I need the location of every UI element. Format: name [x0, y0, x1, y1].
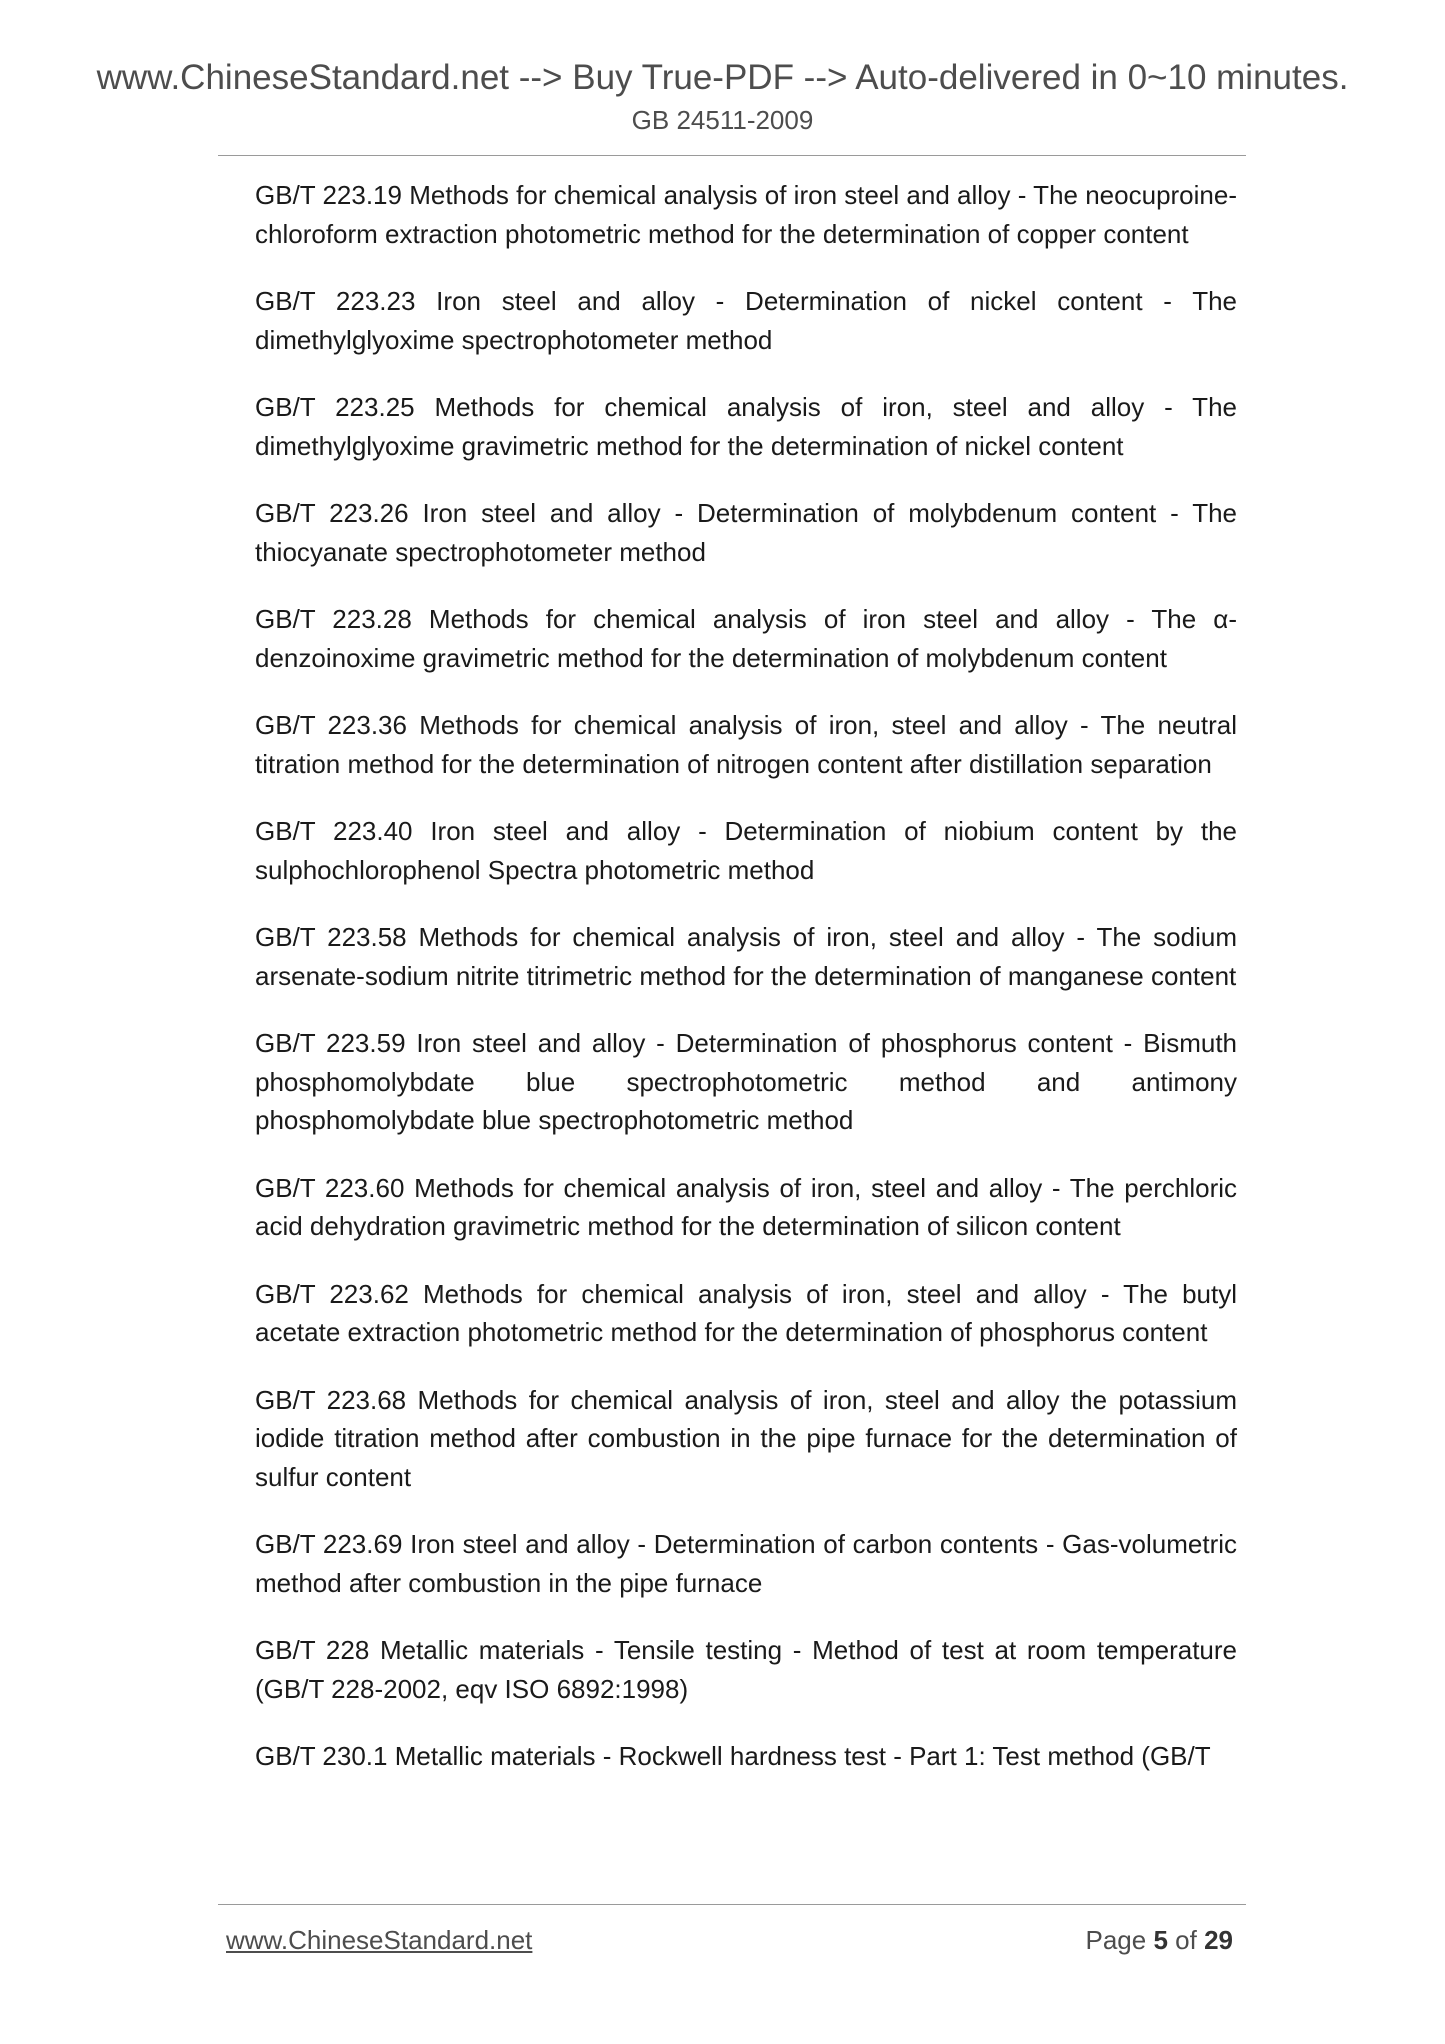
header-banner: www.ChineseStandard.net --> Buy True-PDF --> Auto-delivered in 0~10 minutes. — [96, 58, 1349, 97]
reference-item: GB/T 223.26 Iron steel and alloy - Determination of molybdenum content - The thiocyanate spectrophotometer method — [255, 498, 1237, 567]
page-of: of — [1175, 1925, 1197, 1955]
reference-item: GB/T 223.28 Methods for chemical analysis of iron steel and alloy - The α-denzoinoxime gravimetric method for the determination of molybdenum content — [255, 604, 1237, 673]
reference-item: GB/T 223.68 Methods for chemical analysis of iron, steel and alloy the potassium iodide titration method after combustion in the pipe furnace for the determination of sulfur content — [255, 1384, 1237, 1492]
header-divider — [218, 155, 1246, 156]
reference-item: GB/T 228 Metallic materials - Tensile testing - Method of test at room temperature (GB/T 228-2002, eqv ISO 6892:1998) — [255, 1635, 1237, 1704]
reference-item: GB/T 223.36 Methods for chemical analysis of iron, steel and alloy - The neutral titration method for the determination of nitrogen content after distillation separation — [255, 710, 1237, 779]
page-total: 29 — [1204, 1925, 1233, 1955]
reference-item: GB/T 223.59 Iron steel and alloy - Determination of phosphorus content - Bismuth phosphomolybdate blue spectrophotometric method and antimony phosphomolybdate blue spectrophotometric method — [255, 1028, 1237, 1135]
standard-code: GB 24511-2009 — [631, 105, 814, 135]
reference-item: GB/T 223.25 Methods for chemical analysis of iron, steel and alloy - The dimethylglyoxime gravimetric method for the determination of nickel content — [255, 392, 1237, 461]
reference-item: GB/T 223.19 Methods for chemical analysis of iron steel and alloy - The neocuproine-chloroform extraction photometric method for the determination of copper content — [255, 180, 1237, 249]
reference-item: GB/T 223.62 Methods for chemical analysis of iron, steel and alloy - The butyl acetate extraction photometric method for the determination of phosphorus content — [255, 1278, 1237, 1347]
footer-site-link[interactable]: www.ChineseStandard.net — [226, 1925, 533, 1955]
footer-divider — [218, 1904, 1246, 1905]
reference-item: GB/T 223.60 Methods for chemical analysis of iron, steel and alloy - The perchloric acid dehydration gravimetric method for the determination of silicon content — [255, 1172, 1237, 1241]
reference-item: GB/T 223.23 Iron steel and alloy - Determination of nickel content - The dimethylglyoxime spectrophotometer method — [255, 286, 1237, 355]
reference-list — [255, 176, 1237, 1805]
reference-item: GB/T 223.69 Iron steel and alloy - Determination of carbon contents - Gas-volumetric method after combustion in the pipe furnace — [255, 1529, 1237, 1598]
reference-item: GB/T 223.58 Methods for chemical analysis of iron, steel and alloy - The sodium arsenate-sodium nitrite titrimetric method for the determination of manganese content — [255, 922, 1237, 991]
reference-item: GB/T 223.40 Iron steel and alloy - Determination of niobium content by the sulphochlorophenol Spectra photometric method — [255, 816, 1237, 885]
page-prefix: Page — [1085, 1925, 1147, 1955]
page-indicator — [1085, 1923, 1233, 1957]
reference-item: GB/T 230.1 Metallic materials - Rockwell hardness test - Part 1: Test method (GB/T — [255, 1741, 1211, 1771]
page-current: 5 — [1153, 1925, 1168, 1955]
